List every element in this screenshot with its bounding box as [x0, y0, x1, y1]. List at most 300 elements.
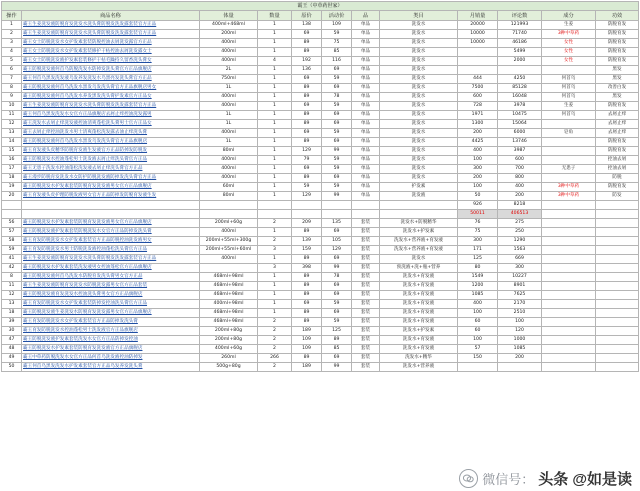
header-cell: 评论数 [498, 11, 542, 21]
table-cell: 1 [258, 48, 292, 57]
table-cell: 洗发水+育发液 [380, 282, 458, 291]
table-cell: 49 [2, 354, 22, 363]
table-cell: 109 [292, 336, 322, 345]
table-cell: 1 [258, 30, 292, 39]
table-cell: 单品 [352, 30, 380, 39]
table-cell: 100 [458, 156, 498, 165]
table-cell: 1 [258, 309, 292, 318]
table-cell: 48 [2, 345, 22, 354]
table-cell: 16048 [498, 93, 542, 102]
table-cell: 13 [2, 129, 22, 138]
table-cell: 洗发水+育发液 [380, 273, 458, 282]
table-cell: 套装 [352, 354, 380, 363]
table-cell: 468ml+98ml [200, 273, 258, 282]
product-name-link[interactable]: 霸王防脱洗发液育发洗发水控油洗头膏男女官方正品旗舰店 [22, 291, 200, 300]
table-cell: 89 [292, 291, 322, 300]
table-cell [542, 255, 596, 264]
table-cell: 78 [322, 273, 352, 282]
table-cell: 89 [292, 174, 322, 183]
product-name-link[interactable]: 霸王育发防脱洗发水男士防脱洗发液控油蓬松洗头膏官方正品 [22, 246, 200, 255]
table-cell: 89 [292, 111, 322, 120]
watermark [455, 467, 636, 489]
table-cell: 护发素 [380, 183, 458, 192]
table-cell: 洗发水 [380, 93, 458, 102]
table-cell: 单品 [352, 147, 380, 156]
product-name-link[interactable]: 霸王洗发水去屑止痒洗发液控油清爽蓬松洗头膏男士官方正品女 [22, 120, 200, 129]
table-cell: 50011 [458, 210, 498, 219]
table-cell: 400 [458, 300, 498, 309]
header-cell: 成分 [542, 11, 596, 21]
table-cell: 400ml [200, 93, 258, 102]
table-cell: 14 [2, 138, 22, 147]
table-cell: 99 [322, 264, 352, 273]
table-cell: 洗发水 [380, 174, 458, 183]
table-cell: 何首乌 [542, 84, 596, 93]
table-cell: 46186 [498, 39, 542, 48]
table-cell: 套装 [352, 282, 380, 291]
table-cell: 套装 [352, 327, 380, 336]
table-cell [596, 273, 639, 282]
table-cell [458, 48, 498, 57]
table-cell: 防脱育发 [596, 30, 639, 39]
product-name-link[interactable]: 霸王防脱洗发液何首乌洗发水黑发乌发洗头膏官方正品旗舰店男女 [22, 84, 200, 93]
table-row [2, 156, 639, 165]
table-cell: 单品 [352, 39, 380, 48]
table-cell: 洗发水 [380, 21, 458, 30]
table-cell: 单品 [352, 165, 380, 174]
product-name-link[interactable]: 霸王育发液头皮护理防脱发液男女官方正品防掉发防脱育发液生发 [22, 192, 200, 201]
table-cell: 109 [322, 21, 352, 30]
table-cell [542, 363, 596, 372]
table-cell [498, 363, 542, 372]
product-name-link[interactable]: 霸王生姜洗发液防脱育发洗发水洗头膏防脱发洗发露套装官方正品 [22, 21, 200, 30]
table-cell [596, 318, 639, 327]
product-name-link[interactable]: 霸王防脱洗发液何首乌防脱洗发水防掉发洗头膏官方正品旗舰店 [22, 66, 200, 75]
table-cell: 单品 [352, 75, 380, 84]
header-cell: 功效 [596, 11, 639, 21]
table-cell [352, 210, 380, 219]
table-cell: 套装 [352, 255, 380, 264]
table-cell: 套装 [352, 345, 380, 354]
table-cell: 59 [322, 129, 352, 138]
table-row [2, 264, 639, 273]
table-cell: 套装 [352, 264, 380, 273]
table-cell: 2 [258, 363, 292, 372]
table-cell: 3种中草药 [542, 183, 596, 192]
table-cell: 57 [2, 228, 22, 237]
table-row [2, 165, 639, 174]
table-row [2, 336, 639, 345]
table-cell [542, 66, 596, 75]
table-cell: 洗发水 [380, 255, 458, 264]
product-name-link[interactable]: 霸王防脱洗发液护发素套装防脱洗发水女官方正品防掉发洗头膏 [22, 228, 200, 237]
table-cell: 12 [2, 291, 22, 300]
header-cell: 数量 [258, 11, 292, 21]
table-cell: 洗发水 [380, 66, 458, 75]
table-cell: 89 [292, 93, 322, 102]
product-name-link[interactable]: 霸王无患子洗发水控油蓬松洗发液去屑止痒洗头膏官方正品 [22, 165, 200, 174]
product-name-link[interactable]: 霸王防脱洗发水护发素套装防脱育发洗发液男女官方正品旗舰店 [22, 219, 200, 228]
product-name-link[interactable]: 霸王何首乌黑发洗发液乌发养发洗发水乌黑亮发洗头膏官方正品 [22, 75, 200, 84]
table-cell: 1000 [498, 336, 542, 345]
table-cell: 80 [458, 264, 498, 273]
table-cell: 58 [2, 237, 22, 246]
table-cell: 57 [458, 345, 498, 354]
table-cell: 400ml [200, 102, 258, 111]
table-cell: 13 [2, 300, 22, 309]
table-cell: 2000 [498, 57, 542, 66]
table-cell: 10475 [498, 111, 542, 120]
table-cell: 8218 [498, 201, 542, 210]
table-cell [596, 237, 639, 246]
table-cell [596, 309, 639, 318]
product-name-link[interactable]: 霸王生姜洗发液防脱育发洗发水防脱洗发露男女官方正品套装 [22, 282, 200, 291]
table-cell: 80ml [200, 192, 258, 201]
table-cell [498, 66, 542, 75]
table-cell [542, 174, 596, 183]
table-cell: 2 [258, 345, 292, 354]
product-name-link[interactable]: 霸王生姜洗发液防脱育发洗发水洗头膏防脱发洗发露套装官方正品 [22, 102, 200, 111]
table-cell: 1290 [498, 237, 542, 246]
table-cell: 69 [322, 309, 352, 318]
table-cell [322, 210, 352, 219]
product-name-link[interactable]: 霸王防脱洗发液护发素套装洗发水女官方正品防掉发控油 [22, 336, 200, 345]
product-name-link[interactable]: 霸王防脱洗发水护发素套装防脱育发洗发液官方正品旗舰店 [22, 345, 200, 354]
table-cell: 60ml [200, 183, 258, 192]
table-cell: 防脱育发 [596, 48, 639, 57]
table-cell: 1 [258, 120, 292, 129]
product-name-link[interactable]: 霸王漫步防脱育发洗发水女防护防脱洗发液防掉发洗头膏官方正品 [22, 174, 200, 183]
table-cell: 1971 [458, 111, 498, 120]
table-cell: 洗发水 [380, 39, 458, 48]
table-row [2, 93, 639, 102]
table-cell: 18 [2, 309, 22, 318]
table-cell: 59 [322, 165, 352, 174]
table-cell: 85 [322, 48, 352, 57]
table-cell: 1 [258, 174, 292, 183]
table-cell: 100 [458, 309, 498, 318]
table-cell: 69 [322, 282, 352, 291]
table-cell: 444 [458, 75, 498, 84]
table-cell: 59 [322, 300, 352, 309]
table-cell [322, 201, 352, 210]
table-cell: 单品 [352, 84, 380, 93]
table-cell [596, 327, 639, 336]
table-cell: 406513 [498, 210, 542, 219]
table-cell [596, 336, 639, 345]
table-cell: 1563 [498, 246, 542, 255]
table-cell: 59 [322, 318, 352, 327]
table-cell [542, 228, 596, 237]
table-cell [542, 264, 596, 273]
table-cell: 200ml+55ml+60ml [200, 246, 258, 255]
table-cell: 改善白发 [596, 84, 639, 93]
header-cell: 商品名称 [22, 11, 200, 21]
product-name-link[interactable]: 霸王育发防脱洗发水女护发素套装官方正品防掉发洗头膏 [22, 318, 200, 327]
table-cell [458, 57, 498, 66]
table-cell: 洗发水+营养液+育发液 [380, 246, 458, 255]
table-cell: 2 [258, 318, 292, 327]
table-cell: 洗发水 [380, 30, 458, 39]
table-cell: 120 [498, 327, 542, 336]
table-cell [2, 210, 22, 219]
table-cell: 69 [322, 138, 352, 147]
table-cell: 100 [498, 318, 542, 327]
table-cell: 1 [258, 129, 292, 138]
table-row [2, 327, 639, 336]
table-cell: 3 [258, 264, 292, 273]
product-name-link[interactable]: 霸王生姜洗发液防脱育发洗发水洗头膏防脱发洗发露套装官方正品 [22, 30, 200, 39]
table-cell: 皂角 [542, 129, 596, 138]
table-cell: 黑发 [596, 66, 639, 75]
table-cell: 套装 [352, 219, 380, 228]
table-row [2, 201, 639, 210]
table-cell: 洗发水 [380, 165, 458, 174]
table-cell: 69 [292, 300, 322, 309]
table-cell: 3 [2, 39, 22, 48]
table-cell: 400ml [200, 48, 258, 57]
table-cell: 防发 [596, 192, 639, 201]
table-cell: 56 [2, 219, 22, 228]
product-name-link[interactable]: 霸王育发防脱洗发水女护发素套装防掉发控油洗头膏官方正品 [22, 300, 200, 309]
table-cell [458, 66, 498, 75]
table-cell: 5499 [498, 48, 542, 57]
product-name-link[interactable]: 霸王育发液头皮精华防脱育发液生发液官方正品防掉发防脱发 [22, 147, 200, 156]
table-cell: 39 [2, 318, 22, 327]
table-cell: 1 [258, 39, 292, 48]
table-cell [596, 291, 639, 300]
product-name-link[interactable]: 霸王生姜洗发液防脱育发洗发水洗头膏防脱发洗发露套装官方正品 [22, 255, 200, 264]
table-cell: 1300 [458, 120, 498, 129]
table-cell: 生姜 [542, 102, 596, 111]
table-cell: 209 [292, 219, 322, 228]
table-cell: 洗发水+防脱精华 [380, 219, 458, 228]
table-cell: 121993 [498, 21, 542, 30]
table-cell: 洗发水+育发液 [380, 345, 458, 354]
product-name-link[interactable]: 霸王防脱洗发水护发素套装洗发液男女控油蓬松官方正品旗舰店 [22, 264, 200, 273]
wechat-icon [459, 469, 478, 488]
table-cell: 2 [258, 237, 292, 246]
table-cell: 10000 [458, 30, 498, 39]
table-cell: 洗发水 [380, 129, 458, 138]
table-cell: 59 [292, 183, 322, 192]
table-cell: 60 [458, 318, 498, 327]
table-cell: 400ml [200, 228, 258, 237]
table-cell: 控油去屑 [596, 165, 639, 174]
table-cell: 99 [322, 192, 352, 201]
table-cell: 16 [2, 156, 22, 165]
table-cell: 去屑止痒 [596, 120, 639, 129]
table-row [2, 21, 639, 30]
table-cell: 套装 [352, 291, 380, 300]
table-cell: 89 [292, 228, 322, 237]
table-cell: 7625 [498, 291, 542, 300]
table-cell: 1 [258, 21, 292, 30]
table-cell: 89 [292, 273, 322, 282]
table-cell: 89 [292, 84, 322, 93]
table-cell: 1 [258, 138, 292, 147]
table-cell: 单品 [352, 21, 380, 30]
table-row [2, 183, 639, 192]
table-cell: 926 [458, 201, 498, 210]
table-cell: 洗发水+育发液 [380, 318, 458, 327]
table-cell: 7500 [458, 84, 498, 93]
table-cell: 洗发水 [380, 120, 458, 129]
table-row [2, 57, 639, 66]
table-cell: 400ml [200, 255, 258, 264]
table-cell: 69 [322, 255, 352, 264]
table-cell: 125 [322, 327, 352, 336]
table-cell: 1 [258, 93, 292, 102]
table-cell [596, 264, 639, 273]
table-cell: 89 [292, 255, 322, 264]
table-cell: 260ml [200, 354, 258, 363]
table-cell: 100 [458, 336, 498, 345]
table-cell: 85128 [498, 84, 542, 93]
product-name-link[interactable]: 霸王何首乌黑发洗发水护发素套装官方正品乌发养发洗头膏 [22, 363, 200, 372]
table-cell: 套装 [352, 309, 380, 318]
table-cell [292, 210, 322, 219]
table-cell [458, 363, 498, 372]
table-cell: 2 [258, 327, 292, 336]
table-cell: 400 [498, 183, 542, 192]
table-cell: 75 [322, 39, 352, 48]
table-cell [542, 147, 596, 156]
table-cell: 洗发水+精华 [380, 354, 458, 363]
table-cell: 200 [458, 129, 498, 138]
table-cell: 59 [322, 30, 352, 39]
table-cell [258, 201, 292, 210]
table-row [2, 102, 639, 111]
product-name-link[interactable]: 霸王防脱洗发液何首乌洗发水黑发乌发洗头膏官方正品旗舰店 [22, 138, 200, 147]
table-cell: 17 [2, 165, 22, 174]
table-cell: 10227 [498, 273, 542, 282]
table-cell: 89 [292, 309, 322, 318]
table-cell [542, 246, 596, 255]
table-cell: 1L [200, 120, 258, 129]
table-cell: 3987 [498, 147, 542, 156]
table-cell: 139 [292, 237, 322, 246]
table-row [2, 291, 639, 300]
table-cell: 250 [498, 228, 542, 237]
table-cell: 2L [200, 66, 258, 75]
table-cell: 女性 [542, 48, 596, 57]
table-cell: 18 [2, 174, 22, 183]
table-cell: 109 [292, 345, 322, 354]
table-cell: 1 [258, 255, 292, 264]
product-name-link[interactable]: 霸王女士防脱洗发水女护发素套装修护干枯控油去屑洗发露女士 [22, 48, 200, 57]
table-cell: 400ml [200, 156, 258, 165]
product-name-link[interactable]: 霸王防脱洗发液何首乌洗发水防脱育发洗头膏男女官方正品 [22, 273, 200, 282]
table-cell [380, 201, 458, 210]
product-name-link[interactable]: 霸王去屑止痒控油洗发水男士清爽蓬松洗发露去油止痒洗头膏 [22, 129, 200, 138]
table-cell: 3 [258, 246, 292, 255]
table-cell: 8 [2, 84, 22, 93]
table-cell: 4425 [458, 138, 498, 147]
table-cell: 200 [498, 354, 542, 363]
table-cell: 1 [258, 183, 292, 192]
product-name-link[interactable]: 霸王防脱洗发液生姜洗发水防脱育发洗发露男女官方正品旗舰店 [22, 309, 200, 318]
spreadsheet [1, 1, 638, 372]
table-cell: 1 [258, 75, 292, 84]
table-cell: 防脱育发 [596, 138, 639, 147]
table-cell: 2 [258, 336, 292, 345]
table-cell: 200ml+80g [200, 336, 258, 345]
table-cell [352, 201, 380, 210]
table-cell: 洗发水+营养液 [380, 363, 458, 372]
table-title-row [2, 2, 639, 11]
table-cell: 300 [498, 264, 542, 273]
table-cell: 69 [322, 228, 352, 237]
table-cell [542, 219, 596, 228]
table-cell: 去屑止痒 [596, 111, 639, 120]
table-cell: 99 [322, 363, 352, 372]
table-cell [200, 210, 258, 219]
product-name-link[interactable]: 霸王中草药防脱洗发水女官方正品何首乌洗发液控油防掉发 [22, 354, 200, 363]
table-cell: 套装 [352, 300, 380, 309]
table-cell: 400ml [200, 165, 258, 174]
table-cell: 41 [2, 255, 22, 264]
table-cell: 1 [258, 300, 292, 309]
header-cell: 活动价 [322, 11, 352, 21]
table-cell: 600 [458, 93, 498, 102]
table-cell [292, 201, 322, 210]
table-cell: 1L [200, 84, 258, 93]
table-cell: 防脱育发 [596, 39, 639, 48]
table-row [2, 255, 639, 264]
product-name-link[interactable]: 霸王女士防脱洗发液护发素套装修护干枯毛躁持久留香洗头膏女 [22, 57, 200, 66]
table-cell: 400 [458, 147, 498, 156]
table-cell: 266 [258, 354, 292, 363]
product-name-link[interactable]: 霸王防脱洗发水护发素套装防脱育发洗发液男女官方正品旗舰店 [22, 183, 200, 192]
table-cell: 2 [2, 30, 22, 39]
table-cell: 洗发水 [380, 102, 458, 111]
table-cell: 468ml+98ml [200, 282, 258, 291]
table-row [2, 345, 639, 354]
table-cell: 5 [2, 57, 22, 66]
table-cell: 80ml [200, 147, 258, 156]
table-cell: 192 [292, 57, 322, 66]
table-cell [596, 219, 639, 228]
table-cell: 8901 [498, 282, 542, 291]
table-cell: 750ml [200, 75, 258, 84]
product-name-link[interactable]: 霸王防脱洗发液何首乌洗发水养发黑发洗头膏护发素官方正品女 [22, 93, 200, 102]
table-cell: 75 [458, 228, 498, 237]
table-cell [542, 210, 596, 219]
table-cell: 洗发水 [380, 138, 458, 147]
table-cell [542, 138, 596, 147]
table-cell: 11 [2, 111, 22, 120]
header-cell: 原价 [292, 11, 322, 21]
table-cell: 单品 [352, 57, 380, 66]
table-row [2, 309, 639, 318]
table-cell [542, 201, 596, 210]
product-name-link[interactable]: 霸王何首乌黑发洗发水女官方正品旗舰店去屑止痒控油洗发露男 [22, 111, 200, 120]
table-cell [542, 336, 596, 345]
product-name-link[interactable]: 霸王防脱洗发水控油蓬松男士洗发液去屑止痒洗头膏官方正品 [22, 156, 200, 165]
watermark-wechat-text: 微信号： [482, 471, 535, 487]
table-cell: 200ml+60g [200, 219, 258, 228]
table-cell [380, 210, 458, 219]
table-cell: 12 [2, 120, 22, 129]
table-cell: 1 [258, 84, 292, 93]
product-name-link[interactable]: 霸王育发防脱洗发水女护发素套装官方正品防脱控油洗发液男女 [22, 237, 200, 246]
table-cell [596, 210, 639, 219]
product-name-link[interactable]: 霸王女士防脱洗发水女护发素套装防脱控油去屑洗发露官方正品 [22, 39, 200, 48]
table-cell [200, 264, 258, 273]
table-cell: 69 [322, 174, 352, 183]
product-name-link[interactable]: 霸王育发防脱洗发水控油蓬松男士洗发液官方正品旗舰店 [22, 327, 200, 336]
